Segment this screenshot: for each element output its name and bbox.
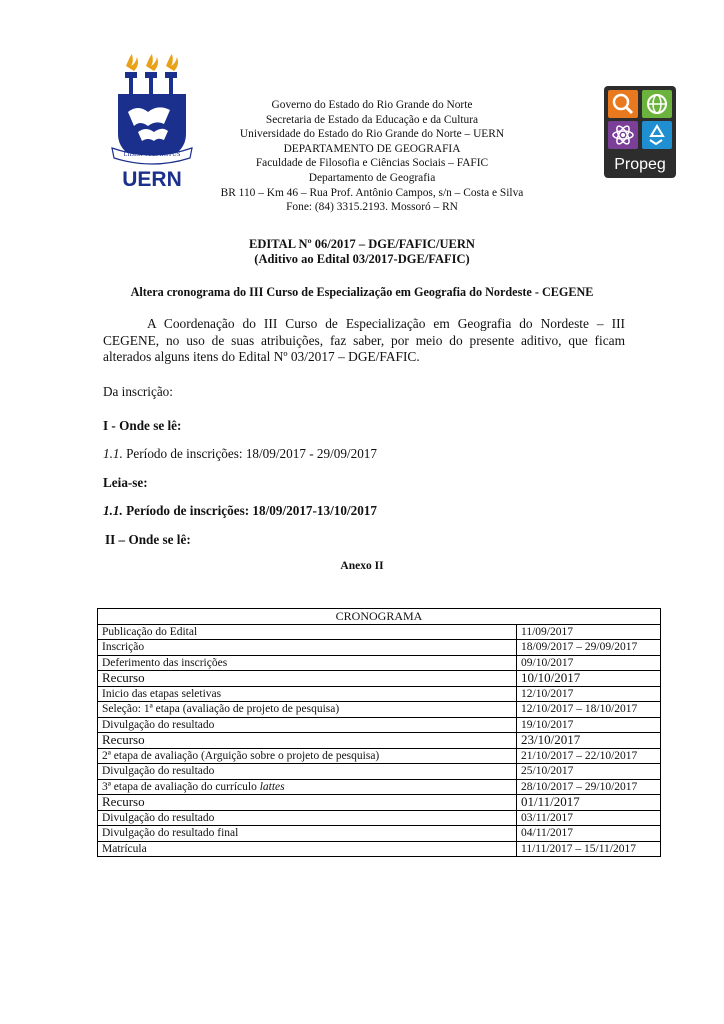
item-old — [103, 446, 377, 462]
cronograma-etapa — [98, 795, 517, 811]
cronograma-etapa — [98, 702, 517, 718]
cronograma-data: 28/10/2017 – 29/10/2017 — [517, 779, 661, 795]
uern-motto: LIBER VI SPIRITUS — [123, 151, 181, 158]
table-row — [98, 655, 661, 671]
cronograma-title: CRONOGRAMA — [98, 609, 661, 625]
etapa-text: Recurso — [102, 732, 145, 748]
table-row — [98, 810, 661, 826]
cronograma-data: 10/10/2017 — [517, 671, 661, 687]
cronograma-data: 03/11/2017 — [517, 810, 661, 826]
etapa-text: 2ª etapa de avaliação (Arguição sobre o projeto de pesquisa) — [102, 749, 380, 762]
etapa-text: Divulgação do resultado — [102, 811, 215, 824]
table-row — [98, 640, 661, 656]
anexo-label: Anexo II — [340, 560, 384, 572]
cronograma-data: 21/10/2017 – 22/10/2017 — [517, 748, 661, 764]
etapa-text: Inscrição — [102, 641, 145, 654]
cronograma-etapa — [98, 810, 517, 826]
item-new — [103, 503, 377, 519]
cronograma-etapa — [98, 826, 517, 842]
etapa-text: Divulgação do resultado final — [102, 827, 239, 840]
cronograma-data: 12/10/2017 — [517, 686, 661, 702]
cronograma-data: 18/09/2017 – 29/09/2017 — [517, 640, 661, 656]
edital-title: EDITAL Nº 06/2017 – DGE/FAFIC/UERN — [249, 237, 475, 251]
cronograma-data: 04/11/2017 — [517, 826, 661, 842]
item-old-number: 1.1. — [103, 446, 123, 461]
header-line: Universidade do Estado do Rio Grande do Norte – UERN — [239, 128, 505, 141]
torch-icon — [165, 54, 178, 96]
etapa-text: Divulgação do resultado — [102, 718, 215, 731]
etapa-text: Publicação do Edital — [102, 625, 198, 638]
table-row — [98, 795, 661, 811]
uern-logo — [108, 52, 196, 192]
etapa-text: Deferimento das inscrições — [102, 656, 228, 669]
table-row — [98, 826, 661, 842]
edital-heading: Altera cronograma do III Curso de Especialização em Geografia do Nordeste - CEGENE — [130, 285, 594, 299]
cronograma-etapa — [98, 764, 517, 780]
cronograma-etapa — [98, 671, 517, 687]
etapa-text: Seleção: 1ª etapa (avaliação de projeto de pesquisa) — [102, 703, 340, 716]
cronograma-table — [97, 608, 661, 857]
cronograma-data: 19/10/2017 — [517, 717, 661, 733]
table-row — [98, 748, 661, 764]
torch-icon — [145, 54, 158, 96]
header-line: Fone: (84) 3315.2193. Mossoró – RN — [286, 201, 458, 214]
body-paragraph — [103, 316, 625, 366]
header-line: BR 110 – Km 46 – Rua Prof. Antônio Campos, s/n – Costa e Silva — [220, 186, 524, 199]
table-row — [98, 733, 661, 749]
etapa-text: Recurso — [102, 670, 145, 686]
cronograma-data: 12/10/2017 – 18/10/2017 — [517, 702, 661, 718]
da-inscricao-label: Da inscrição: — [103, 384, 173, 399]
cronograma-etapa — [98, 748, 517, 764]
cronograma-etapa — [98, 779, 517, 795]
header-line: Faculdade de Filosofia e Ciências Sociais – FAFIC — [255, 157, 489, 170]
table-row — [98, 764, 661, 780]
cronograma-etapa — [98, 686, 517, 702]
table-row — [98, 702, 661, 718]
edital-subtitle: (Aditivo ao Edital 03/2017-DGE/FAFIC) — [254, 252, 470, 266]
cronograma-data: 01/11/2017 — [517, 795, 661, 811]
onde-se-le-2: II – Onde se lê: — [105, 532, 191, 547]
cronograma-etapa — [98, 841, 517, 857]
cronograma-data: 23/10/2017 — [517, 733, 661, 749]
header-line: DEPARTAMENTO DE GEOGRAFIA — [283, 142, 461, 155]
table-header-row — [98, 609, 661, 625]
propeg-logo — [604, 86, 676, 178]
institution-header — [190, 98, 554, 215]
cronograma-etapa — [98, 733, 517, 749]
table-row — [98, 624, 661, 640]
torch-icon — [125, 54, 138, 96]
table-row — [98, 686, 661, 702]
edital-title-block — [0, 237, 724, 267]
propeg-logo-text: Propeg — [614, 156, 666, 173]
etapa-text: Recurso — [102, 794, 145, 810]
item-new-number: 1.1. — [103, 503, 123, 518]
cronograma-data: 25/10/2017 — [517, 764, 661, 780]
uern-logo-text: UERN — [122, 168, 182, 191]
table-row — [98, 671, 661, 687]
cronograma-etapa — [98, 640, 517, 656]
cronograma-data: 11/09/2017 — [517, 624, 661, 640]
etapa-text: Matrícula — [102, 842, 147, 855]
header-line: Secretaria de Estado da Educação e da Cultura — [265, 113, 479, 126]
cronograma-etapa — [98, 717, 517, 733]
leia-se-label: Leia-se: — [103, 475, 148, 490]
item-new-text: Período de inscrições: 18/09/2017-13/10/2017 — [122, 503, 377, 518]
table-row — [98, 717, 661, 733]
table-row — [98, 841, 661, 857]
body-paragraph-text: A Coordenação do III Curso de Especialização em Geografia do Nordeste – III CEGENE, no uso de suas atribuições, faz saber, por meio do presente aditivo, que ficam alterados alguns itens do Edital Nº 03/2017 – DGE/FAFIC. — [103, 316, 625, 365]
cronograma-data: 09/10/2017 — [517, 655, 661, 671]
cronograma-etapa — [98, 655, 517, 671]
cronograma-etapa — [98, 624, 517, 640]
etapa-text: Inicio das etapas seletivas — [102, 687, 222, 700]
etapa-italic-text: lattes — [259, 780, 285, 793]
header-line: Departamento de Geografia — [308, 171, 436, 184]
cronograma-data: 11/11/2017 – 15/11/2017 — [517, 841, 661, 857]
header-line: Governo do Estado do Rio Grande do Norte — [271, 99, 473, 111]
etapa-text: Divulgação do resultado — [102, 765, 215, 778]
onde-se-le-1: I - Onde se lê: — [103, 418, 182, 433]
etapa-text: 3ª etapa de avaliação do currículo — [102, 780, 260, 793]
item-old-text: Período de inscrições: 18/09/2017 - 29/09/2017 — [122, 446, 377, 461]
table-row — [98, 779, 661, 795]
